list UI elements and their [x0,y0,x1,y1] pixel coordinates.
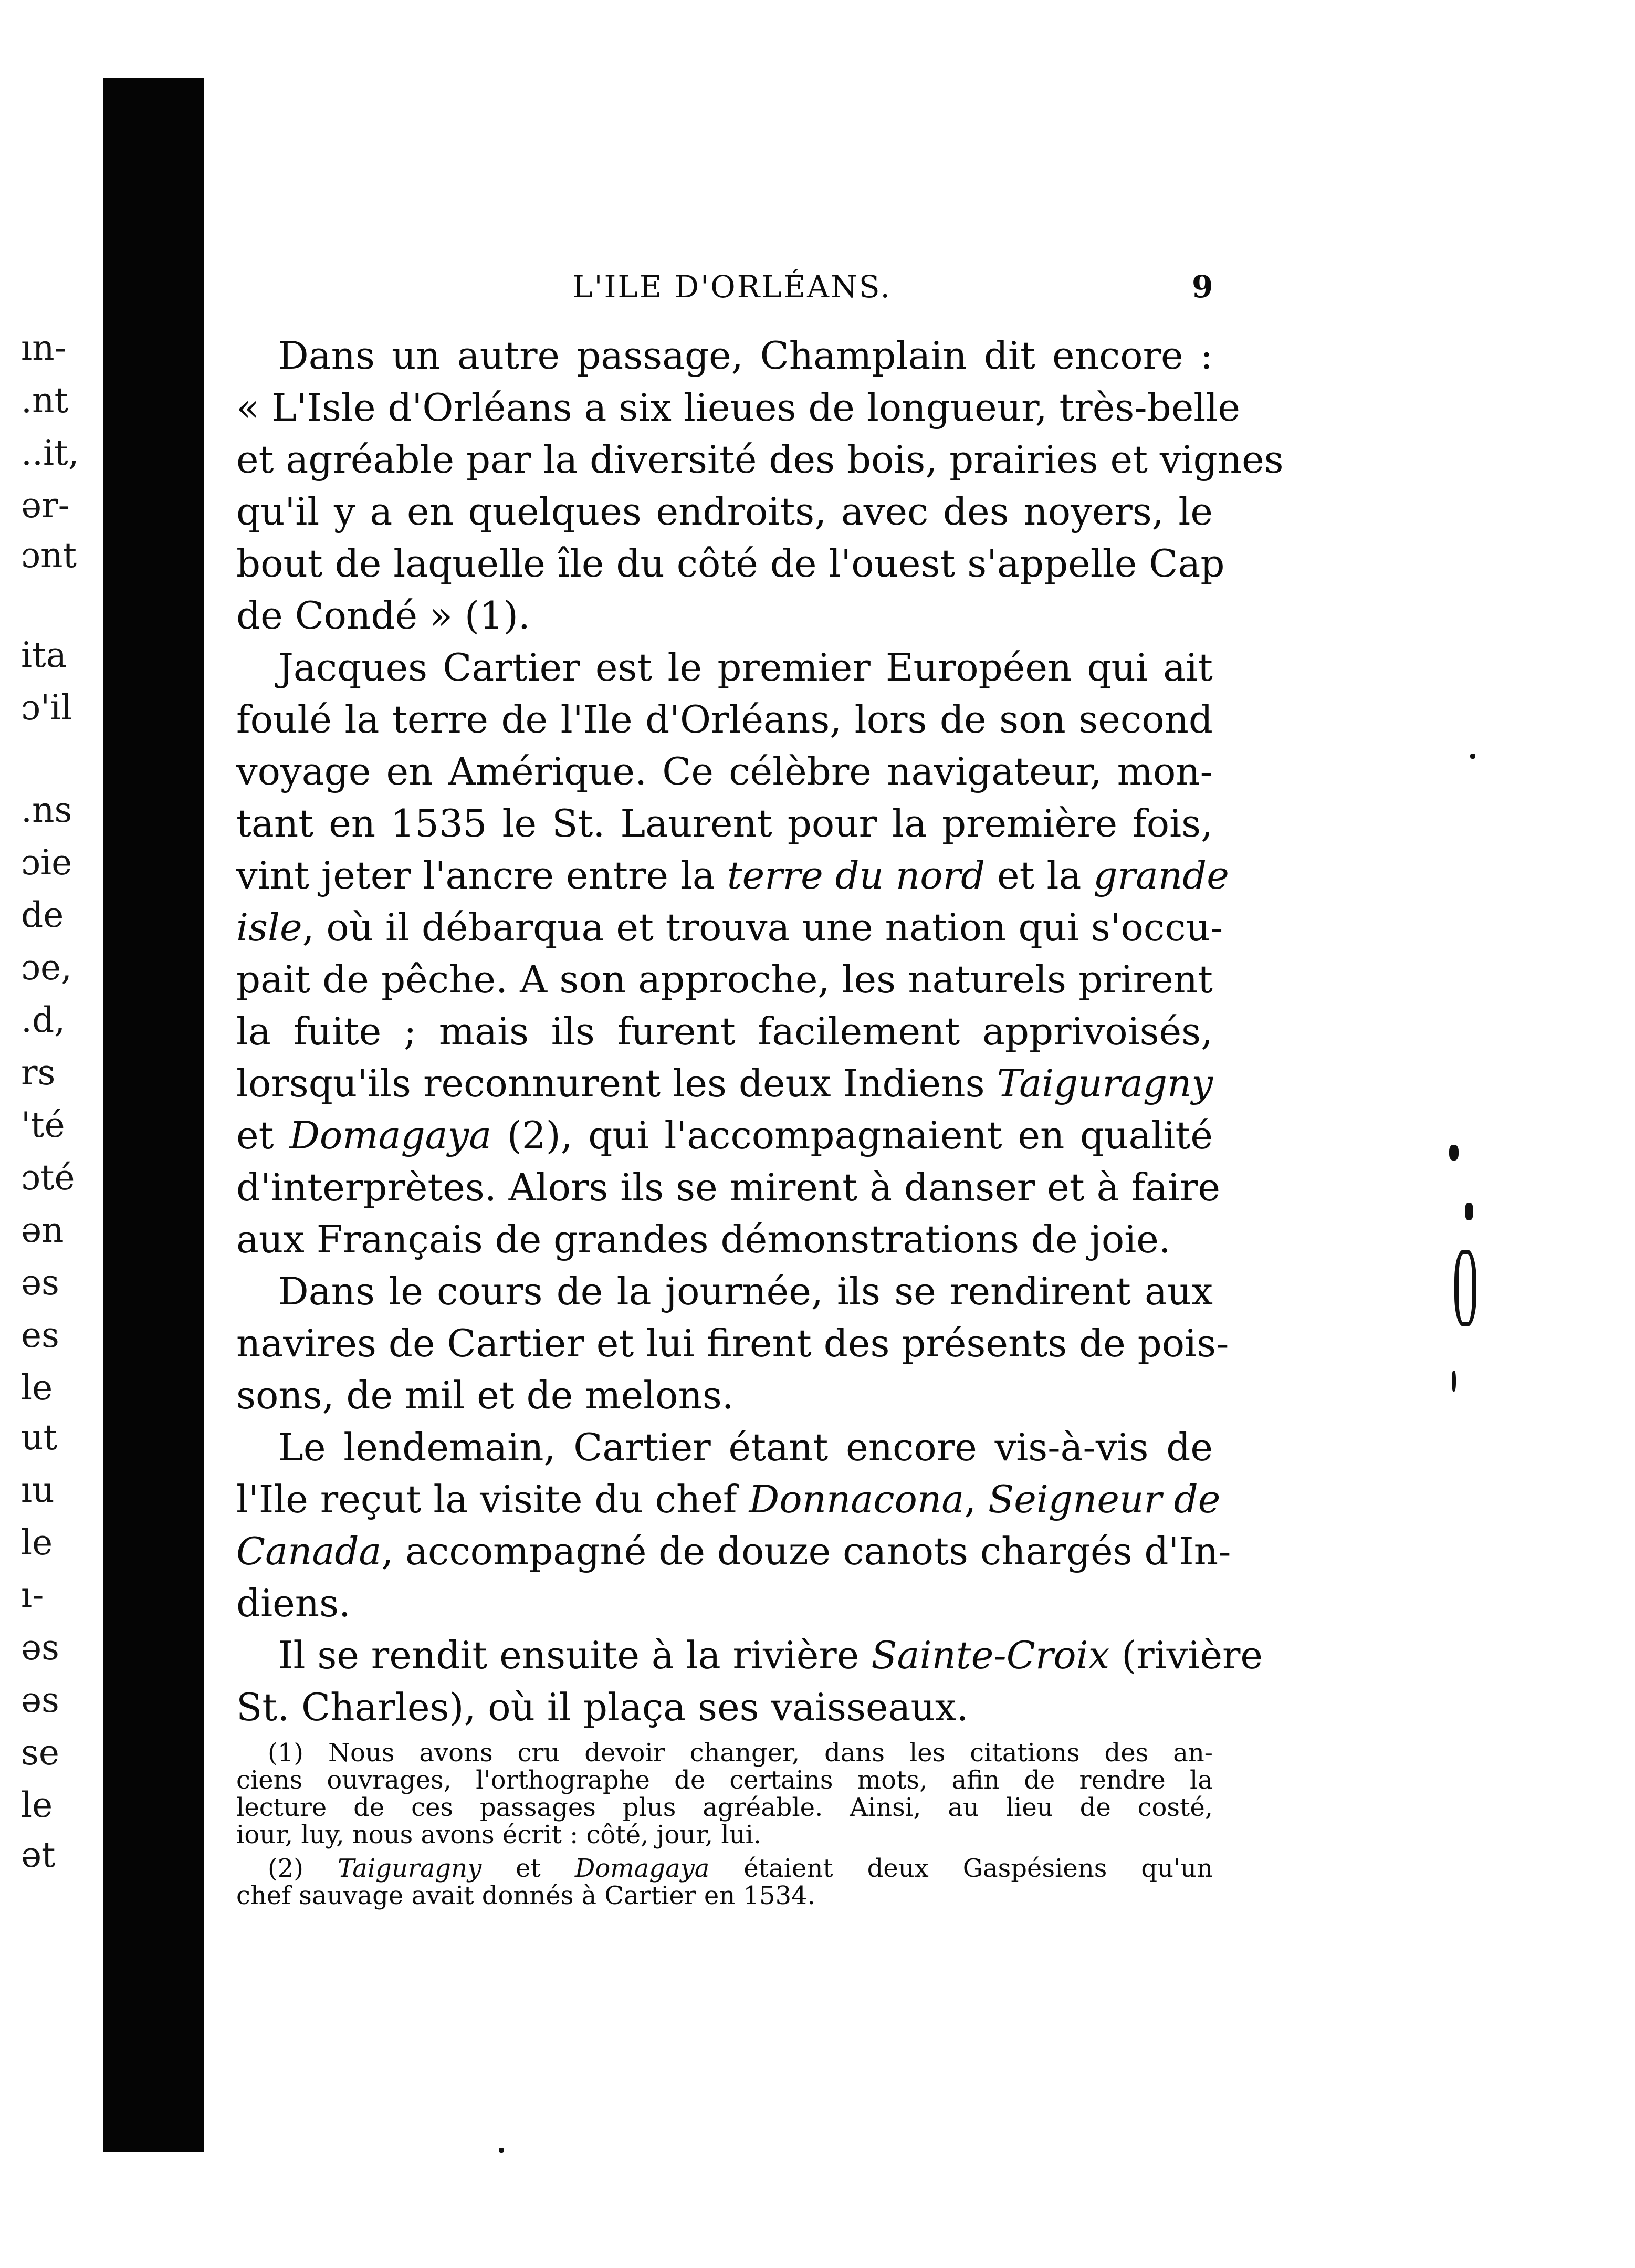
footnote-line: iour, luy, nous avons écrit : côté, jour, lui. [236,1820,762,1849]
bleed-text: se [21,1732,59,1773]
text-line [236,850,1229,902]
italic-term: Donnacona [749,1477,965,1521]
text-span: Il se rendit ensuite à la rivière [278,1633,872,1677]
text-line: Dans le cours de la journée, ils se rendirent aux [278,1269,1213,1313]
text-span: étaient deux Gaspésiens qu'un [709,1854,1213,1883]
bleed-text: .d, [21,1000,66,1040]
text-line: voyage en Amérique. Ce célèbre navigateur, mon- [236,749,1213,793]
text-line [236,1629,1263,1681]
text-line: Jacques Cartier est le premier Européen qui ait [278,645,1213,689]
bleed-text: .nt [21,380,69,421]
bleed-text: ət [21,1835,56,1875]
bleed-text: ita [21,635,67,675]
bleed-text: es [21,1315,59,1355]
body-text [236,330,1284,1733]
italic-term: Domagaya [574,1854,710,1883]
text-line: la fuite ; mais ils furent facilement apprivoisés, [236,1009,1213,1053]
text-line: Le lendemain, Cartier étant encore vis-à-vis de [278,1425,1213,1469]
text-line: tant en 1535 le St. Laurent pour la première fois, [236,801,1213,845]
text-line: de Condé » (1). [236,593,530,637]
text-line: diens. [236,1581,351,1625]
text-line [236,1525,1231,1577]
text-line: St. Charles), où il plaça ses vaisseaux. [236,1685,969,1729]
text-span: vint jeter l'ancre entre la [236,853,727,897]
bleed-text: le [21,1367,53,1408]
bleed-text: ɔ'il [21,687,72,728]
bleed-text: ɔnt [21,535,77,576]
bleed-text: ɔe, [21,947,72,988]
footnotes [236,1739,1213,1909]
italic-term: Taiguragny [997,1061,1213,1105]
text-line [236,1473,1221,1525]
bleed-text: əs [21,1680,59,1720]
text-span: (rivière [1109,1633,1263,1677]
italic-term: terre du nord [727,853,986,897]
scan-speck [1454,1250,1476,1326]
scan-speck [1470,754,1475,759]
italic-term: isle [236,905,302,949]
bleed-text: əs [21,1627,59,1668]
text-line: bout de laquelle île du côté de l'ouest s'appelle Cap [236,541,1225,586]
page-number: 9 [1192,269,1213,305]
italic-term: Canada [236,1529,382,1573]
text-line: « L'Isle d'Orléans a six lieues de longueur, très-belle [236,385,1240,430]
text-line: foulé la terre de l'Ile d'Orléans, lors de son second [236,697,1213,741]
binding-gutter [103,78,204,2152]
bleed-text: rs [21,1052,56,1093]
bleed-text: de [21,895,64,935]
text-line: navires de Cartier et lui firent des présents de pois- [236,1321,1229,1365]
text-span: l'Ile reçut la visite du chef [236,1477,749,1521]
text-span: et [481,1854,575,1883]
bleed-text: le [21,1522,53,1563]
text-span: (2) [268,1854,338,1883]
bleed-text: 'té [21,1105,65,1145]
text-span: (2), qui l'accompagnaient en qualité [491,1113,1213,1157]
text-line [236,1058,1213,1110]
italic-term: Sainte-Croix [871,1633,1110,1677]
scan-speck [1449,1145,1459,1161]
footnote-line: chef sauvage avait donnés à Cartier en 1534. [236,1881,815,1910]
bleed-text: ut [21,1417,58,1458]
scan-speck [1452,1371,1456,1392]
text-line: d'interprètes. Alors ils se mirent à danser et à faire [236,1165,1221,1209]
italic-term: Taiguragny [337,1854,482,1883]
footnote-line: ciens ouvrages, l'orthographe de certains mots, afin de rendre la [236,1765,1213,1795]
text-line [236,902,1223,954]
text-span: et la [985,853,1094,897]
footnote-line: (1) Nous avons cru devoir changer, dans les citations des an- [268,1738,1213,1768]
bleed-text: .ns [21,790,72,830]
footnote-line [236,1855,1213,1882]
text-line: aux Français de grandes démonstrations de joie. [236,1217,1171,1261]
bleed-text: le [21,1785,53,1825]
footnote-line: lecture de ces passages plus agréable. Ainsi, au lieu de costé, [236,1793,1213,1822]
text-span: , [964,1477,988,1521]
bleed-text: ..it, [21,433,79,473]
bleed-text: ɔté [21,1157,75,1198]
text-line: qu'il y a en quelques endroits, avec des noyers, le [236,489,1213,534]
text-span: lorsqu'ils reconnurent les deux Indiens [236,1061,997,1105]
text-line: Dans un autre passage, Champlain dit encore : [278,333,1213,378]
text-line: et agréable par la diversité des bois, prairies et vignes [236,437,1284,482]
bleed-text: ı- [21,1575,44,1615]
bleed-text: ın- [21,328,66,368]
text-line: sons, de mil et de melons. [236,1373,734,1417]
text-span: , accompagné de douze canots chargés d'In- [381,1529,1231,1573]
bleed-text: ıu [21,1470,55,1510]
text-line: pait de pêche. A son approche, les naturels prirent [236,957,1213,1001]
bleed-text: ɔie [21,842,72,883]
bleed-text: ər- [21,485,70,526]
bleed-text: əs [21,1262,59,1303]
italic-term: Seigneur de [988,1477,1221,1521]
text-span: et [236,1113,290,1157]
running-header: L'ILE D'ORLÉANS. [572,269,892,305]
text-span: , où il débarqua et trouva une nation qui s'occu- [302,905,1223,949]
scan-speck [1465,1203,1473,1220]
text-line [236,1110,1213,1162]
bleed-text: ən [21,1210,64,1250]
italic-term: Domagaya [289,1113,492,1157]
scan-speck [499,2148,504,2153]
italic-term: grande [1093,853,1229,897]
